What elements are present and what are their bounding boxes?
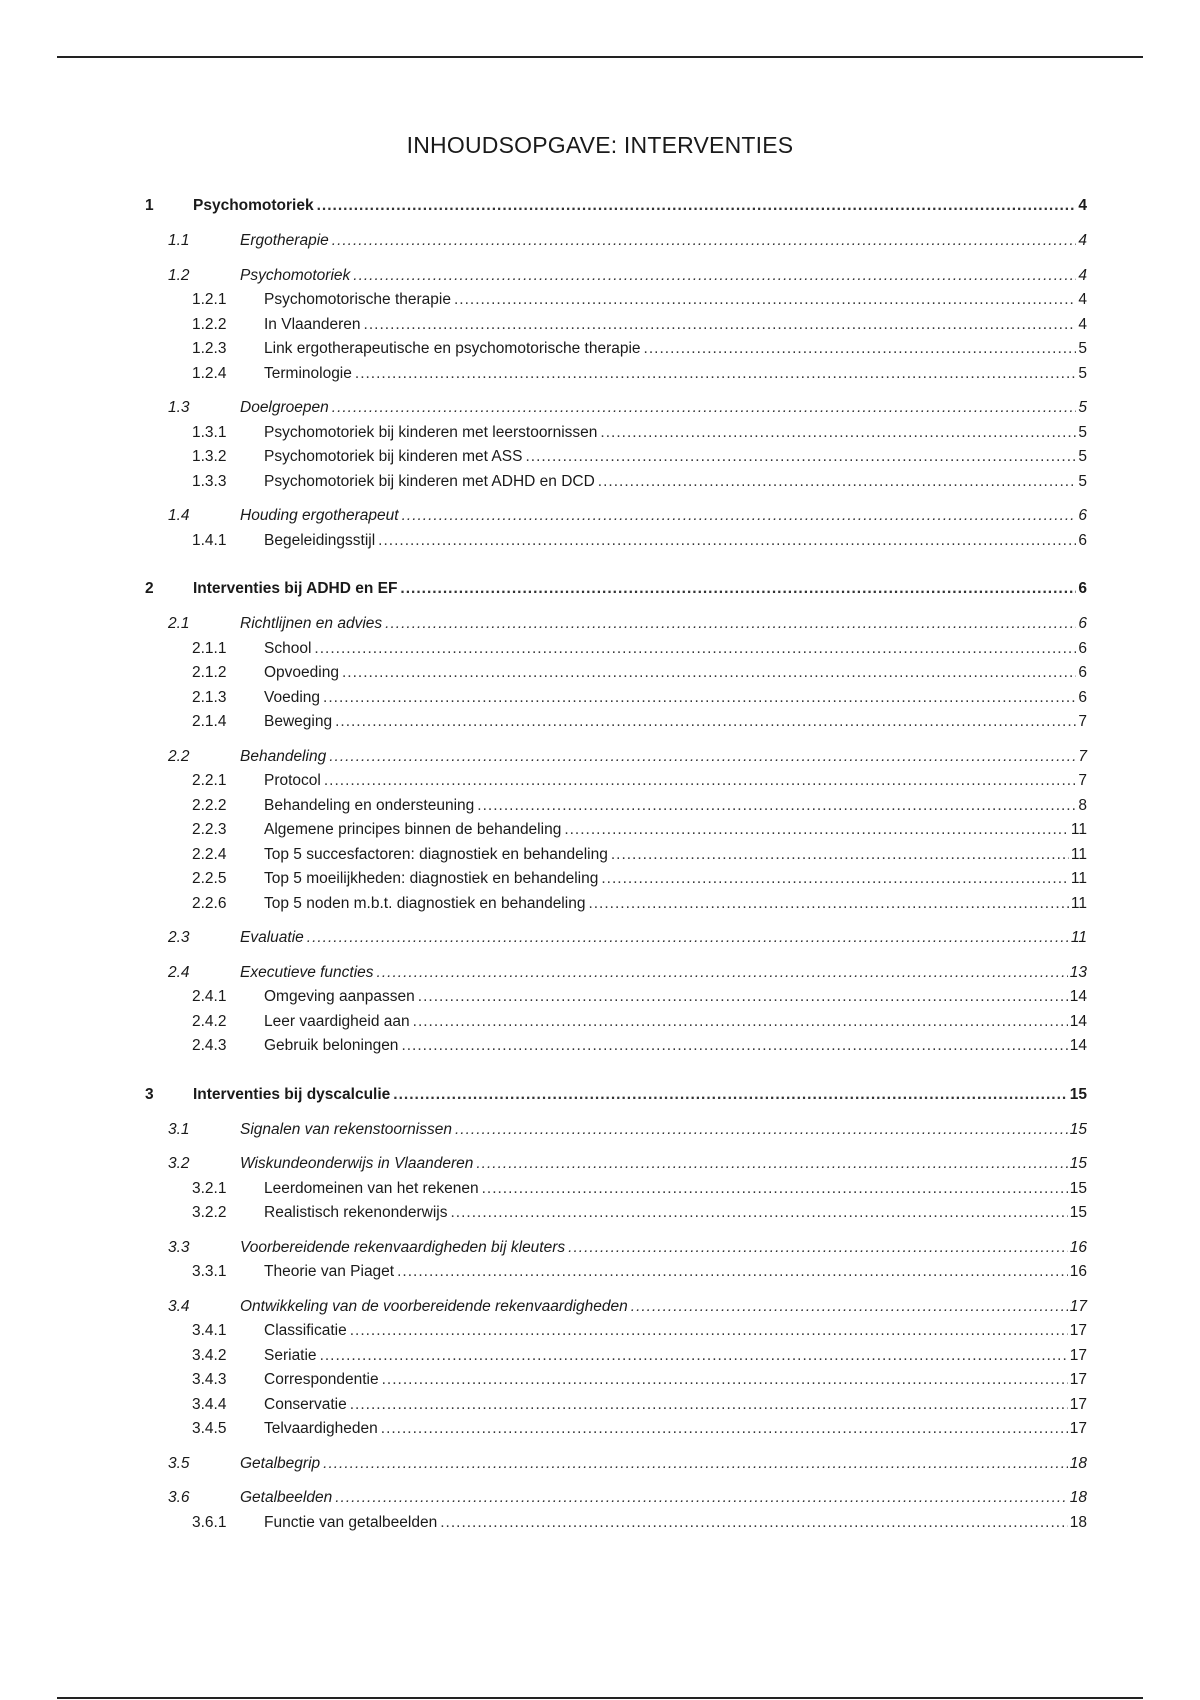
toc-entry-level-3[interactable] xyxy=(145,445,1087,470)
toc-entry-number: 1.1 xyxy=(168,232,190,249)
dot-leader xyxy=(400,576,1076,602)
toc-entry-label: Top 5 noden m.b.t. diagnostiek en behandeling xyxy=(264,892,588,917)
toc-entry-page-number: 6 xyxy=(1076,661,1087,686)
toc-entry-page-number: 6 xyxy=(1076,686,1087,711)
toc-entry-number: 3.4.2 xyxy=(192,1346,227,1364)
toc-entry-number: 1.2.4 xyxy=(192,364,227,382)
toc-entry-page-number: 15 xyxy=(1068,1201,1087,1226)
toc-entry-page-number: 17 xyxy=(1068,1295,1087,1320)
toc-entry-page-number: 5 xyxy=(1076,470,1087,495)
toc-entry-number: 3.4.4 xyxy=(192,1395,227,1413)
toc-entry-level-3[interactable] xyxy=(145,985,1087,1010)
dot-leader xyxy=(564,818,1069,843)
toc-entry-label: Terminologie xyxy=(264,362,355,387)
toc-entry-page-number: 5 xyxy=(1076,337,1087,362)
toc-entry-number: 2.2.6 xyxy=(192,894,227,912)
dot-leader xyxy=(323,686,1076,711)
toc-entry-label: Conservatie xyxy=(264,1393,350,1418)
toc-entry-label: Theorie van Piaget xyxy=(264,1260,397,1285)
dot-leader xyxy=(598,470,1077,495)
toc-entry-page-number: 11 xyxy=(1069,843,1087,868)
toc-entry-label: Behandeling xyxy=(240,745,329,770)
toc-entry-number: 2 xyxy=(145,580,154,597)
toc-entry-label: Psychomotoriek xyxy=(193,193,317,219)
dot-leader xyxy=(588,892,1068,917)
dot-leader xyxy=(381,1417,1068,1442)
toc-entry-level-1[interactable] xyxy=(145,1082,1087,1108)
toc-entry-label: Psychomotoriek bij kinderen met ASS xyxy=(264,445,525,470)
toc-entry-level-3[interactable] xyxy=(145,661,1087,686)
toc-entry-label: Leer vaardigheid aan xyxy=(264,1010,413,1035)
dot-leader xyxy=(402,504,1077,529)
toc-entry-label: Opvoeding xyxy=(264,661,342,686)
toc-entry-label: Classificatie xyxy=(264,1319,350,1344)
toc-entry-level-3[interactable] xyxy=(145,288,1087,313)
dot-leader xyxy=(329,745,1076,770)
toc-entry-level-3[interactable] xyxy=(145,1417,1087,1442)
toc-entry-level-3[interactable] xyxy=(145,421,1087,446)
toc-entry-level-2[interactable] xyxy=(145,926,1087,951)
toc-entry-label: Houding ergotherapeut xyxy=(240,504,402,529)
toc-entry-level-2[interactable] xyxy=(145,612,1087,637)
toc-entry-level-1[interactable] xyxy=(145,193,1087,219)
toc-entry-level-2[interactable] xyxy=(145,264,1087,289)
dot-leader xyxy=(568,1236,1068,1261)
toc-entry-level-2[interactable] xyxy=(145,1452,1087,1477)
dot-leader xyxy=(355,362,1076,387)
toc-entry-number: 2.3 xyxy=(168,929,190,946)
dot-leader xyxy=(644,337,1077,362)
toc-entry-label: Telvaardigheden xyxy=(264,1417,381,1442)
toc-entry-number: 1.2.2 xyxy=(192,315,227,333)
dot-leader xyxy=(335,1486,1068,1511)
toc-entry-label: Doelgroepen xyxy=(240,396,332,421)
toc-entry-label: Wiskundeonderwijs in Vlaanderen xyxy=(240,1152,476,1177)
toc-entry-label: In Vlaanderen xyxy=(264,313,364,338)
toc-entry-level-1[interactable] xyxy=(145,576,1087,602)
toc-entry-level-3[interactable] xyxy=(145,710,1087,735)
footer-rule xyxy=(57,1697,1143,1699)
dot-leader xyxy=(332,229,1077,254)
toc-entry-level-3[interactable] xyxy=(145,1010,1087,1035)
toc-entry-number: 1.3 xyxy=(168,399,190,416)
toc-entry-page-number: 7 xyxy=(1076,710,1087,735)
toc-entry-page-number: 5 xyxy=(1076,396,1087,421)
dot-leader xyxy=(350,1319,1068,1344)
toc-entry-page-number: 14 xyxy=(1068,1034,1087,1059)
toc-entry-number: 2.4 xyxy=(168,963,190,981)
toc-entry-page-number: 6 xyxy=(1076,637,1087,662)
toc-entry-number: 3.2 xyxy=(168,1155,190,1172)
toc-entry-number: 3.2.2 xyxy=(192,1204,227,1221)
dot-leader xyxy=(418,985,1068,1010)
toc-entry-page-number: 16 xyxy=(1068,1260,1087,1285)
toc-entry-label: Psychomotorische therapie xyxy=(264,288,454,313)
toc-entry-label: Interventies bij dyscalculie xyxy=(193,1082,393,1108)
toc-entry-page-number: 4 xyxy=(1076,193,1087,219)
toc-entry-label: Gebruik beloningen xyxy=(264,1034,401,1059)
toc-entry-page-number: 7 xyxy=(1076,745,1087,770)
toc-entry-number: 1.3.2 xyxy=(192,448,227,465)
toc-entry-number: 3.1 xyxy=(168,1120,190,1138)
toc-entry-page-number: 6 xyxy=(1076,529,1087,554)
toc-entry-number: 1.4 xyxy=(168,507,190,524)
toc-entry-level-2[interactable] xyxy=(145,961,1087,986)
toc-entry-level-3[interactable] xyxy=(145,1034,1087,1059)
dot-leader xyxy=(454,288,1076,313)
table-of-contents xyxy=(145,193,1087,1535)
toc-entry-label: Voeding xyxy=(264,686,323,711)
toc-entry-page-number: 4 xyxy=(1076,229,1087,254)
toc-entry-level-3[interactable] xyxy=(145,818,1087,843)
toc-entry-number: 2.1.2 xyxy=(192,664,227,681)
toc-entry-page-number: 7 xyxy=(1076,769,1087,794)
toc-entry-label: Evaluatie xyxy=(240,926,307,951)
toc-entry-page-number: 17 xyxy=(1068,1368,1087,1393)
toc-entry-page-number: 15 xyxy=(1068,1082,1087,1108)
toc-entry-label: Top 5 succesfactoren: diagnostiek en behandeling xyxy=(264,843,611,868)
toc-entry-number: 1.2.3 xyxy=(192,340,227,357)
toc-entry-label: Executieve functies xyxy=(240,961,377,986)
header-rule xyxy=(57,56,1143,58)
dot-leader xyxy=(378,529,1076,554)
toc-entry-number: 3.3 xyxy=(168,1238,190,1256)
toc-entry-number: 2.2.1 xyxy=(192,772,227,789)
toc-entry-page-number: 17 xyxy=(1068,1393,1087,1418)
toc-entry-level-3[interactable] xyxy=(145,686,1087,711)
toc-entry-level-2[interactable] xyxy=(145,745,1087,770)
toc-entry-label: Getalbeelden xyxy=(240,1486,335,1511)
dot-leader xyxy=(525,445,1076,470)
toc-entry-page-number: 17 xyxy=(1068,1417,1087,1442)
toc-entry-label: Realistisch rekenonderwijs xyxy=(264,1201,451,1226)
dot-leader xyxy=(601,867,1069,892)
toc-entry-level-2[interactable] xyxy=(145,504,1087,529)
toc-entry-level-3[interactable] xyxy=(145,337,1087,362)
dot-leader xyxy=(342,661,1076,686)
toc-entry-level-3[interactable] xyxy=(145,769,1087,794)
toc-entry-level-3[interactable] xyxy=(145,1344,1087,1369)
toc-entry-level-3[interactable] xyxy=(145,362,1087,387)
dot-leader xyxy=(320,1344,1068,1369)
toc-entry-page-number: 18 xyxy=(1068,1452,1087,1477)
toc-entry-level-2[interactable] xyxy=(145,1118,1087,1143)
toc-entry-page-number: 17 xyxy=(1068,1344,1087,1369)
toc-entry-number: 2.1.3 xyxy=(192,688,227,706)
toc-entry-level-3[interactable] xyxy=(145,470,1087,495)
toc-entry-number: 1.4.1 xyxy=(192,531,227,549)
toc-entry-label: Richtlijnen en advies xyxy=(240,612,385,637)
toc-entry-number: 2.2 xyxy=(168,747,190,765)
toc-entry-page-number: 15 xyxy=(1068,1152,1087,1177)
toc-entry-label: School xyxy=(264,637,314,662)
toc-entry-number: 2.1 xyxy=(168,615,190,632)
toc-entry-level-2[interactable] xyxy=(145,1486,1087,1511)
toc-entry-page-number: 4 xyxy=(1076,313,1087,338)
dot-leader xyxy=(317,193,1077,219)
toc-entry-page-number: 11 xyxy=(1069,892,1087,917)
dot-leader xyxy=(482,1177,1068,1202)
toc-entry-label: Psychomotoriek bij kinderen met leerstoornissen xyxy=(264,421,600,446)
toc-entry-level-3[interactable] xyxy=(145,1319,1087,1344)
dot-leader xyxy=(324,769,1077,794)
toc-entry-page-number: 13 xyxy=(1068,961,1087,986)
toc-entry-level-3[interactable] xyxy=(145,637,1087,662)
dot-leader xyxy=(382,1368,1068,1393)
dot-leader xyxy=(353,264,1076,289)
toc-entry-number: 3 xyxy=(145,1085,154,1103)
toc-entry-number: 3.4 xyxy=(168,1297,190,1315)
dot-leader xyxy=(476,1152,1067,1177)
toc-entry-page-number: 8 xyxy=(1076,794,1087,819)
toc-entry-label: Voorbereidende rekenvaardigheden bij kleuters xyxy=(240,1236,568,1261)
toc-entry-level-2[interactable] xyxy=(145,1152,1087,1177)
toc-entry-level-2[interactable] xyxy=(145,229,1087,254)
toc-entry-page-number: 11 xyxy=(1069,867,1087,892)
toc-entry-number: 3.4.5 xyxy=(192,1420,227,1437)
toc-entry-label: Seriatie xyxy=(264,1344,320,1369)
toc-entry-page-number: 6 xyxy=(1076,504,1087,529)
toc-entry-page-number: 18 xyxy=(1068,1511,1087,1536)
dot-leader xyxy=(364,313,1077,338)
dot-leader xyxy=(440,1511,1068,1536)
dot-leader xyxy=(631,1295,1068,1320)
toc-entry-number: 3.6.1 xyxy=(192,1513,227,1531)
toc-entry-page-number: 15 xyxy=(1068,1177,1087,1202)
toc-entry-label: Interventies bij ADHD en EF xyxy=(193,576,400,602)
dot-leader xyxy=(455,1118,1068,1143)
toc-entry-number: 3.6 xyxy=(168,1489,190,1506)
dot-leader xyxy=(413,1010,1068,1035)
toc-entry-label: Getalbegrip xyxy=(240,1452,323,1477)
toc-entry-label: Leerdomeinen van het rekenen xyxy=(264,1177,482,1202)
toc-entry-level-3[interactable] xyxy=(145,313,1087,338)
toc-entry-level-3[interactable] xyxy=(145,1177,1087,1202)
toc-entry-level-3[interactable] xyxy=(145,1201,1087,1226)
toc-entry-number: 2.2.2 xyxy=(192,796,227,814)
toc-entry-page-number: 16 xyxy=(1068,1236,1087,1261)
toc-entry-label: Behandeling en ondersteuning xyxy=(264,794,477,819)
dot-leader xyxy=(477,794,1076,819)
toc-entry-page-number: 5 xyxy=(1076,445,1087,470)
dot-leader xyxy=(323,1452,1068,1477)
toc-entry-level-3[interactable] xyxy=(145,1511,1087,1536)
toc-entry-number: 2.2.5 xyxy=(192,870,227,887)
toc-entry-level-2[interactable] xyxy=(145,1236,1087,1261)
toc-entry-label: Signalen van rekenstoornissen xyxy=(240,1118,455,1143)
toc-entry-level-2[interactable] xyxy=(145,396,1087,421)
toc-entry-page-number: 5 xyxy=(1076,362,1087,387)
toc-entry-number: 2.1.4 xyxy=(192,713,227,730)
dot-leader xyxy=(350,1393,1068,1418)
dot-leader xyxy=(600,421,1076,446)
toc-entry-page-number: 17 xyxy=(1068,1319,1087,1344)
toc-entry-label: Omgeving aanpassen xyxy=(264,985,418,1010)
toc-entry-page-number: 11 xyxy=(1069,818,1087,843)
toc-entry-level-3[interactable] xyxy=(145,1260,1087,1285)
toc-entry-number: 3.5 xyxy=(168,1454,190,1472)
toc-entry-label: Link ergotherapeutische en psychomotorische therapie xyxy=(264,337,644,362)
toc-entry-number: 1 xyxy=(145,197,154,214)
toc-entry-page-number: 5 xyxy=(1076,421,1087,446)
toc-entry-label: Psychomotoriek xyxy=(240,264,353,289)
page-title: INHOUDSOPGAVE: INTERVENTIES xyxy=(406,132,794,158)
toc-entry-label: Beweging xyxy=(264,710,335,735)
toc-entry-label: Top 5 moeilijkheden: diagnostiek en behandeling xyxy=(264,867,601,892)
toc-entry-number: 1.2.1 xyxy=(192,291,227,308)
toc-entry-page-number: 18 xyxy=(1068,1486,1087,1511)
dot-leader xyxy=(401,1034,1067,1059)
dot-leader xyxy=(611,843,1069,868)
toc-entry-page-number: 6 xyxy=(1076,576,1087,602)
toc-entry-level-3[interactable] xyxy=(145,867,1087,892)
toc-entry-page-number: 15 xyxy=(1068,1118,1087,1143)
toc-entry-label: Psychomotoriek bij kinderen met ADHD en DCD xyxy=(264,470,598,495)
toc-entry-label: Ergotherapie xyxy=(240,229,332,254)
dot-leader xyxy=(451,1201,1068,1226)
toc-entry-label: Ontwikkeling van de voorbereidende rekenvaardigheden xyxy=(240,1295,631,1320)
toc-entry-number: 1.3.3 xyxy=(192,472,227,490)
dot-leader xyxy=(332,396,1077,421)
toc-entry-page-number: 4 xyxy=(1076,264,1087,289)
toc-entry-number: 3.2.1 xyxy=(192,1179,227,1197)
toc-entry-page-number: 14 xyxy=(1068,985,1087,1010)
dot-leader xyxy=(335,710,1076,735)
toc-entry-number: 2.4.2 xyxy=(192,1012,227,1030)
dot-leader xyxy=(393,1082,1067,1108)
dot-leader xyxy=(314,637,1076,662)
dot-leader xyxy=(307,926,1069,951)
toc-entry-level-2[interactable] xyxy=(145,1295,1087,1320)
toc-entry-label: Correspondentie xyxy=(264,1368,382,1393)
toc-entry-label: Algemene principes binnen de behandeling xyxy=(264,818,564,843)
dot-leader xyxy=(385,612,1076,637)
toc-entry-level-3[interactable] xyxy=(145,1368,1087,1393)
toc-entry-number: 2.1.1 xyxy=(192,639,227,657)
toc-entry-page-number: 11 xyxy=(1069,926,1087,951)
dot-leader xyxy=(377,961,1068,986)
toc-entry-label: Functie van getalbeelden xyxy=(264,1511,440,1536)
toc-entry-label: Begeleidingsstijl xyxy=(264,529,378,554)
toc-entry-number: 3.4.3 xyxy=(192,1371,227,1388)
toc-entry-level-3[interactable] xyxy=(145,843,1087,868)
toc-entry-number: 3.4.1 xyxy=(192,1322,227,1339)
toc-entry-page-number: 6 xyxy=(1076,612,1087,637)
toc-entry-level-3[interactable] xyxy=(145,529,1087,554)
toc-entry-number: 2.2.4 xyxy=(192,845,227,863)
toc-entry-level-3[interactable] xyxy=(145,794,1087,819)
dot-leader xyxy=(397,1260,1068,1285)
toc-entry-number: 1.3.1 xyxy=(192,423,227,441)
toc-entry-level-3[interactable] xyxy=(145,1393,1087,1418)
toc-entry-page-number: 14 xyxy=(1068,1010,1087,1035)
toc-entry-number: 1.2 xyxy=(168,266,190,284)
toc-entry-number: 2.2.3 xyxy=(192,821,227,838)
toc-entry-page-number: 4 xyxy=(1076,288,1087,313)
toc-entry-level-3[interactable] xyxy=(145,892,1087,917)
toc-entry-label: Protocol xyxy=(264,769,324,794)
toc-entry-number: 2.4.1 xyxy=(192,988,227,1005)
toc-entry-number: 3.3.1 xyxy=(192,1263,227,1280)
toc-entry-number: 2.4.3 xyxy=(192,1037,227,1054)
